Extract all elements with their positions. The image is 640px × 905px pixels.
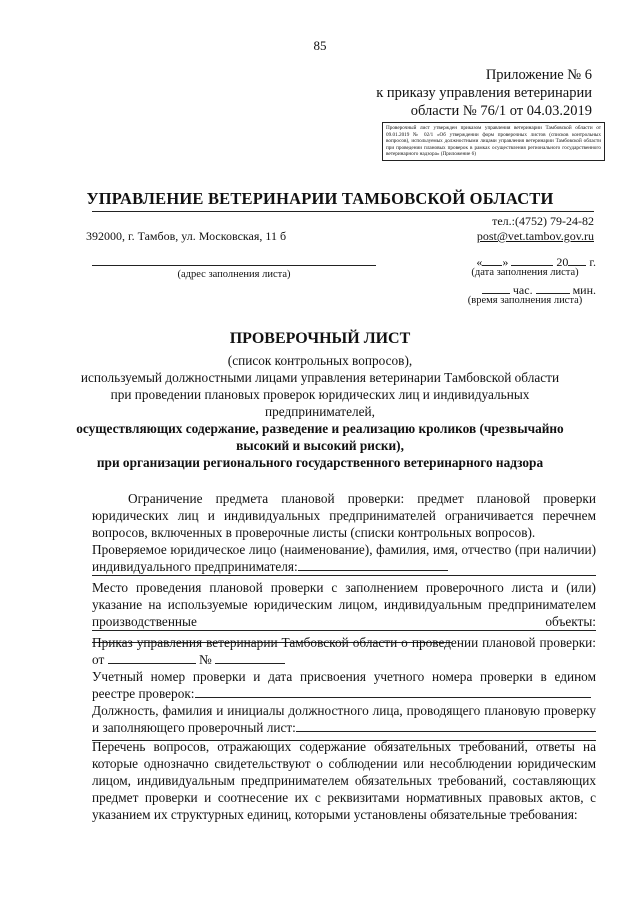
year-prefix: 20 (556, 255, 569, 269)
inspector-blank[interactable] (296, 719, 596, 732)
subtitle-line-4: предпринимателей, (265, 404, 375, 419)
page-number: 85 (313, 38, 327, 53)
fill-date-caption: (дата заполнения листа) (471, 267, 579, 278)
inspected-entity-line[interactable] (92, 575, 596, 576)
agency-address: 392000, г. Тамбов, ул. Московская, 11 б (86, 229, 287, 243)
subtitle-line-3: при проведении плановых проверок юридических лиц и индивидуальных (110, 387, 530, 402)
inspection-order-paragraph: Приказ управления ветеринарии Тамбовской области о проведении плановой проверки: от № (92, 635, 596, 667)
account-number-blank[interactable] (195, 685, 591, 698)
inspection-account-paragraph: Учетный номер проверки и дата присвоения учетного номера проверки в едином реестре проверок: (92, 669, 596, 701)
appendix-order-line: к приказу управления ветеринарии (376, 85, 592, 101)
requirements-list-paragraph: Перечень вопросов, отражающих содержание обязательных требований, ответы на которые однозначно свидетельствуют о соблюдении или несоблюдении юридическим лицом, индивидуальным предпринимателем обязательных требований, составляющих предмет проверки и соотнесение их с реквизитами нормативных правовых актов, с указанием их структурных единиц, которыми установлены обязательные требования: (92, 739, 596, 822)
phone-number: тел.:(4752) 79-24-82 (492, 214, 594, 228)
appendix-title: Приложение № 6 (485, 67, 592, 83)
inspected-entity-paragraph: Проверяемое юридическое лицо (наименование), фамилия, имя, отчество (при наличии) индивидуального предпринимателя: (92, 542, 596, 574)
fill-time-caption: (время заполнения листа) (467, 295, 583, 306)
document-title: ПРОВЕРОЧНЫЙ ЛИСТ (229, 330, 411, 347)
agency-name: УПРАВЛЕНИЕ ВЕТЕРИНАРИИ ТАМБОВСКОЙ ОБЛАСТИ (86, 189, 554, 208)
subtitle-line-1: (список контрольных вопросов), (227, 353, 413, 368)
month-blank[interactable] (511, 253, 553, 266)
approval-note-box: Проверочный лист утвержден приказом управления ветеринарии Тамбовской области от 09.01.2019 № 02/1 «Об утверждении форм проверочных листов (списков контрольных вопросов), используемых должностными лицами управления ветеринарии Тамбовской области при проведении плановых проверок в рамках осуществления регионального государственного ветеринарного надзора» (Приложение 6) (382, 122, 605, 161)
order-number-blank[interactable] (215, 651, 285, 664)
hours-label: час. (512, 283, 533, 297)
subtitle-line-2: используемый должностными лицами управления ветеринарии Тамбовской области (80, 370, 560, 385)
order-date-blank[interactable] (108, 651, 196, 664)
hours-blank[interactable] (482, 281, 510, 294)
year-suffix: г. (589, 255, 596, 269)
scope-line-3: при организации регионального государственного ветеринарного надзора (96, 455, 544, 470)
inspector-paragraph: Должность, фамилия и инициалы должностного лица, проводящего плановую проверку и заполняющего проверочный лист: (92, 703, 596, 735)
header-divider (92, 211, 594, 212)
email-link[interactable]: post@vet.tambov.gov.ru (476, 229, 594, 243)
day-blank[interactable] (482, 253, 502, 266)
inspection-limit-paragraph: Ограничение предмета плановой проверки: предмет плановой проверки юридических лиц и индивидуальных предпринимателей ограничивается перечнем вопросов, включенных в проверочные листы (списки контрольных вопросов). (92, 491, 596, 540)
fill-address-line[interactable] (92, 265, 376, 266)
inspection-place-line[interactable] (92, 630, 596, 631)
minutes-blank[interactable] (536, 281, 570, 294)
minutes-label: мин. (572, 283, 596, 297)
scope-line-1: осуществляющих содержание, разведение и реализацию кроликов (чрезвычайно (76, 421, 564, 436)
scope-line-2: высокий и высокий риски), (236, 438, 404, 453)
year-blank[interactable] (568, 253, 586, 266)
inspection-place-paragraph: Место проведения плановой проверки с заполнением проверочного листа и (или) указание на используемые юридическим лицом, индивидуальным предпринимателем производственные объекты: (92, 579, 596, 647)
fill-address-caption: (адрес заполнения листа) (177, 269, 291, 280)
inspected-entity-blank[interactable] (298, 558, 448, 571)
date-close-quote: » (502, 255, 509, 269)
appendix-order-number: области № 76/1 от 04.03.2019 (410, 103, 592, 119)
date-open-quote: « (476, 255, 483, 269)
